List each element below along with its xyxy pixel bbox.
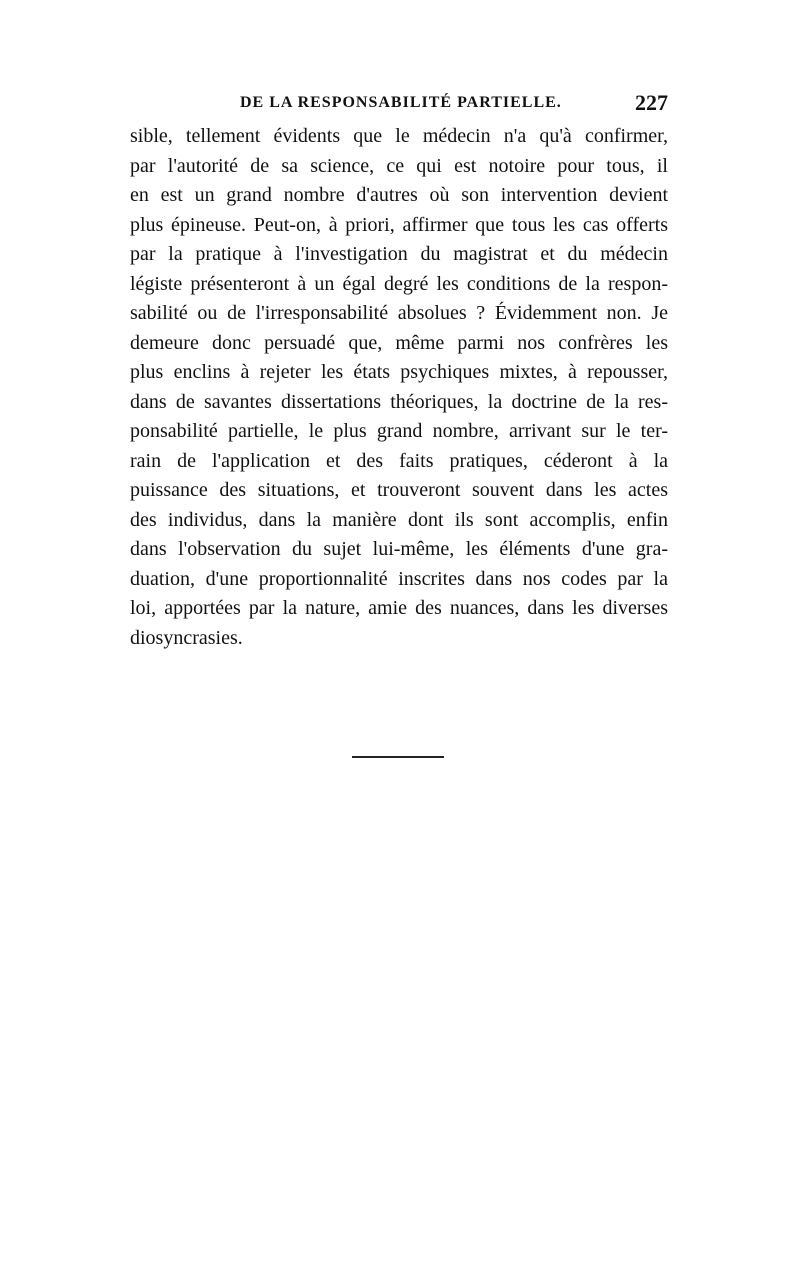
text-line: par l'autorité de sa science, ce qui est notoire pour tous, il — [130, 154, 668, 177]
text-line: dans l'observation du sujet lui-même, les éléments d'une gra- — [130, 538, 668, 560]
text-line: plus enclins à rejeter les états psychiques mixtes, à repousser, — [130, 361, 668, 383]
text-line: puissance des situations, et trouveront souvent dans les actes — [130, 479, 668, 501]
text-line: par la pratique à l'investigation du magistrat et du médecin — [130, 243, 668, 265]
text-line: loi, apportées par la nature, amie des nuances, dans les diverses — [130, 597, 668, 619]
text-line: diosyncrasies. — [130, 626, 243, 649]
body-text — [130, 122, 668, 653]
running-head — [130, 90, 668, 120]
running-title: DE LA RESPONSABILITÉ PARTIELLE. — [240, 94, 562, 111]
end-rule — [352, 756, 444, 758]
text-line: dans de savantes dissertations théoriques, la doctrine de la res- — [130, 390, 668, 413]
text-line: sabilité ou de l'irresponsabilité absolues ? Évidemment non. Je — [130, 302, 668, 324]
text-line: sible, tellement évidents que le médecin n'a qu'à confirmer, — [130, 125, 668, 147]
text-line: ponsabilité partielle, le plus grand nombre, arrivant sur le ter- — [130, 420, 668, 442]
page-number: 227 — [635, 90, 668, 115]
text-line: en est un grand nombre d'autres où son intervention devient — [130, 184, 668, 206]
text-line: plus épineuse. Peut-on, à priori, affirmer que tous les cas offerts — [130, 213, 668, 236]
text-line: duation, d'une proportionnalité inscrites dans nos codes par la — [130, 567, 668, 590]
text-line: des individus, dans la manière dont ils sont accomplis, enfin — [130, 508, 668, 531]
text-line: rain de l'application et des faits pratiques, céderont à la — [130, 449, 668, 472]
text-line: légiste présenteront à un égal degré les conditions de la respon- — [130, 272, 668, 295]
text-line: demeure donc persuadé que, même parmi nos confrères les — [130, 331, 668, 354]
